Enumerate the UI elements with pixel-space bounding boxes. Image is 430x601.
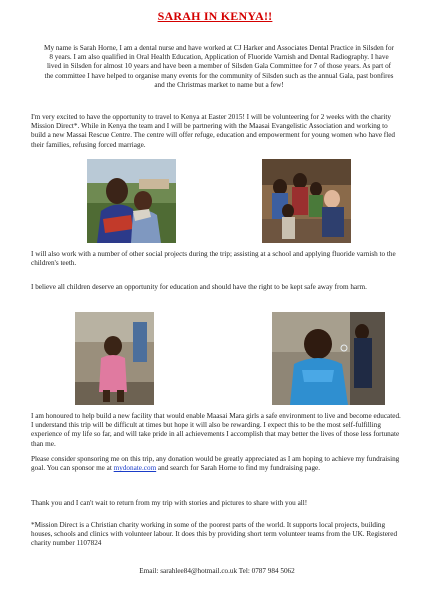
photo-children-group xyxy=(262,159,351,243)
charity-footnote: *Mission Direct is a Christian charity working in some of the poorest parts of the world. It supports local projects, building houses, schools and clinics with volunteer labour. It does this by providing short term volunteer teams from the UK. Registered charity number 1107824 xyxy=(31,521,398,548)
honoured-paragraph: I am honoured to help build a new facility that would enable Maasai Mara girls a safe environment to live and become educated. I understand this trip will be difficult at times but hope it will also be rewarding. I expect this to be the most self-fulfilling experience of my life so far, and will take pride in all achievements I accomplish that may better the lives of those less fortunate than me. xyxy=(31,412,401,448)
sponsor-text-start: Please consider sponsoring me on this trip, any donation would be greatly appreciated as I am hoping to achieve my fundraising goal. You can sponsor me at xyxy=(31,455,400,473)
mydonate-link[interactable]: mydonate.com xyxy=(113,464,157,473)
sponsor-text-end: and search for Sarah Horne to find my fundraising page. xyxy=(156,464,321,473)
page-title: SARAH IN KENYA!! xyxy=(157,9,273,23)
education-paragraph: I believe all children deserve an opportunity for education and should have the right to be kept safe away from harm. xyxy=(31,283,367,291)
photo-small-child xyxy=(75,312,154,405)
social-projects-paragraph: I will also work with a number of other social projects during the trip; assisting at a school and applying fluoride varnish to the children's teeth. xyxy=(31,250,396,268)
photo-woman-with-child xyxy=(87,159,176,243)
thank-you-paragraph: Thank you and I can't wait to return from my trip with stories and pictures to share with you all! xyxy=(31,499,308,507)
trip-paragraph: I'm very excited to have the opportunity to travel to Kenya at Easter 2015! I will be volunteering for 2 weeks with the charity Mission Direct*. While in Kenya the team and I will be partnering with the Maasai Evangelistic Association and working to build a new Massai Rescue Centre. The centre will offer refuge, education and empowerment for young women who have fled their families, refusing forced marriage. xyxy=(31,113,395,149)
intro-paragraph: My name is Sarah Horne, I am a dental nurse and have worked at CJ Harker and Associates Dental Practice in Silsden for 8 years. I am also qualified in Oral Health Education, Application of Fluoride Varnish and Dental Radiography. I have lived in Silsden for almost 10 years and have been a member of Silsden Gala Committee for 7 of those years. As part of the committee I have helped to organise many events for the community of Silsden such as the annual Gala, past bonfires and the Christmas market to name but a few! xyxy=(44,44,394,89)
photo-child-blue-jumper xyxy=(272,312,385,405)
sponsor-paragraph xyxy=(31,455,403,473)
contact-line: Email: sarahlee84@hotmail.co.uk Tel: 0787 984 5062 xyxy=(139,567,295,575)
